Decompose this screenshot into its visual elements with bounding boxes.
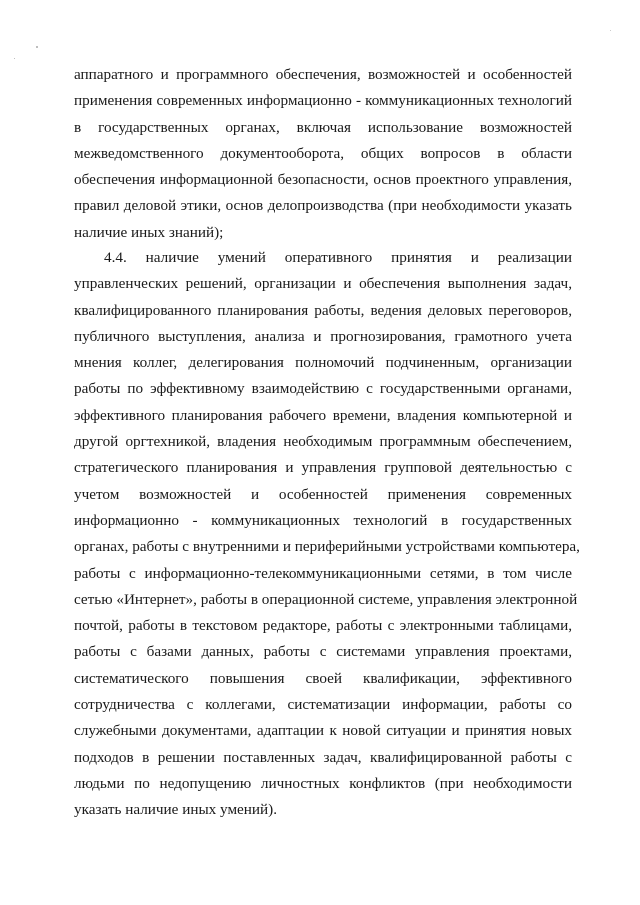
text-line: работы с базами данных, работы с системами управления проектами, xyxy=(74,643,572,661)
text-line: информационно - коммуникационных технологий в государственных xyxy=(74,511,572,529)
paragraph-continuation xyxy=(74,62,572,246)
text-line: сотрудничества с коллегами, систематизации информации, работы со xyxy=(74,696,572,714)
text-line: квалифицированного планирования работы, ведения деловых переговоров, xyxy=(74,301,572,319)
text-line: управленческих решений, организации и обеспечения выполнения задач, xyxy=(74,275,572,293)
scan-speck xyxy=(610,30,611,31)
text-line: эффективного планирования рабочего времени, владения компьютерной и xyxy=(74,406,572,424)
scan-speck xyxy=(14,58,15,59)
text-line: работы по эффективному взаимодействию с государственными органами, xyxy=(74,380,572,398)
text-line: правил деловой этики, основ делопроизводства (при необходимости указать xyxy=(74,197,572,215)
text-line: публичного выступления, анализа и прогнозирования, грамотного учета xyxy=(74,327,572,345)
text-line: почтой, работы в текстовом редакторе, работы с электронными таблицами, xyxy=(74,617,572,635)
text-line: другой оргтехникой, владения необходимым программным обеспечением, xyxy=(74,433,572,451)
text-line: аппаратного и программного обеспечения, возможностей и особенностей xyxy=(74,66,572,83)
text-line: систематического повышения своей квалификации, эффективного xyxy=(74,669,572,687)
text-line: подходов в решении поставленных задач, квалифицированной работы с xyxy=(74,748,572,766)
text-line: органах, работы с внутренними и периферийными устройствами компьютера, xyxy=(74,538,580,556)
paragraph-4-4 xyxy=(74,245,580,824)
paragraph-first-line: 4.4. наличие умений оперативного принятия и реализации xyxy=(104,249,572,266)
text-line: указать наличие иных умений). xyxy=(74,801,278,819)
scan-speck xyxy=(36,46,38,48)
text-line: стратегического планирования и управления групповой деятельностью с xyxy=(74,459,572,477)
text-line: сетью «Интернет», работы в операционной системе, управления электронной xyxy=(74,590,578,608)
text-line: в государственных органах, включая использование возможностей xyxy=(74,118,572,136)
text-line: людьми по недопущению личностных конфликтов (при необходимости xyxy=(74,774,572,792)
text-line: служебными документами, адаптации к новой ситуации и принятия новых xyxy=(74,722,572,740)
text-line: наличие иных знаний); xyxy=(74,223,224,241)
text-line: учетом возможностей и особенностей применения современных xyxy=(74,485,572,503)
text-line: обеспечения информационной безопасности, основ проектного управления, xyxy=(74,171,572,189)
text-line: мнения коллег, делегирования полномочий подчиненным, организации xyxy=(74,354,572,372)
text-line: межведомственного документооборота, общих вопросов в области xyxy=(74,144,572,162)
text-line: работы с информационно-телекоммуникационными сетями, в том числе xyxy=(74,564,572,582)
text-line: применения современных информационно - коммуникационных технологий xyxy=(74,92,572,110)
